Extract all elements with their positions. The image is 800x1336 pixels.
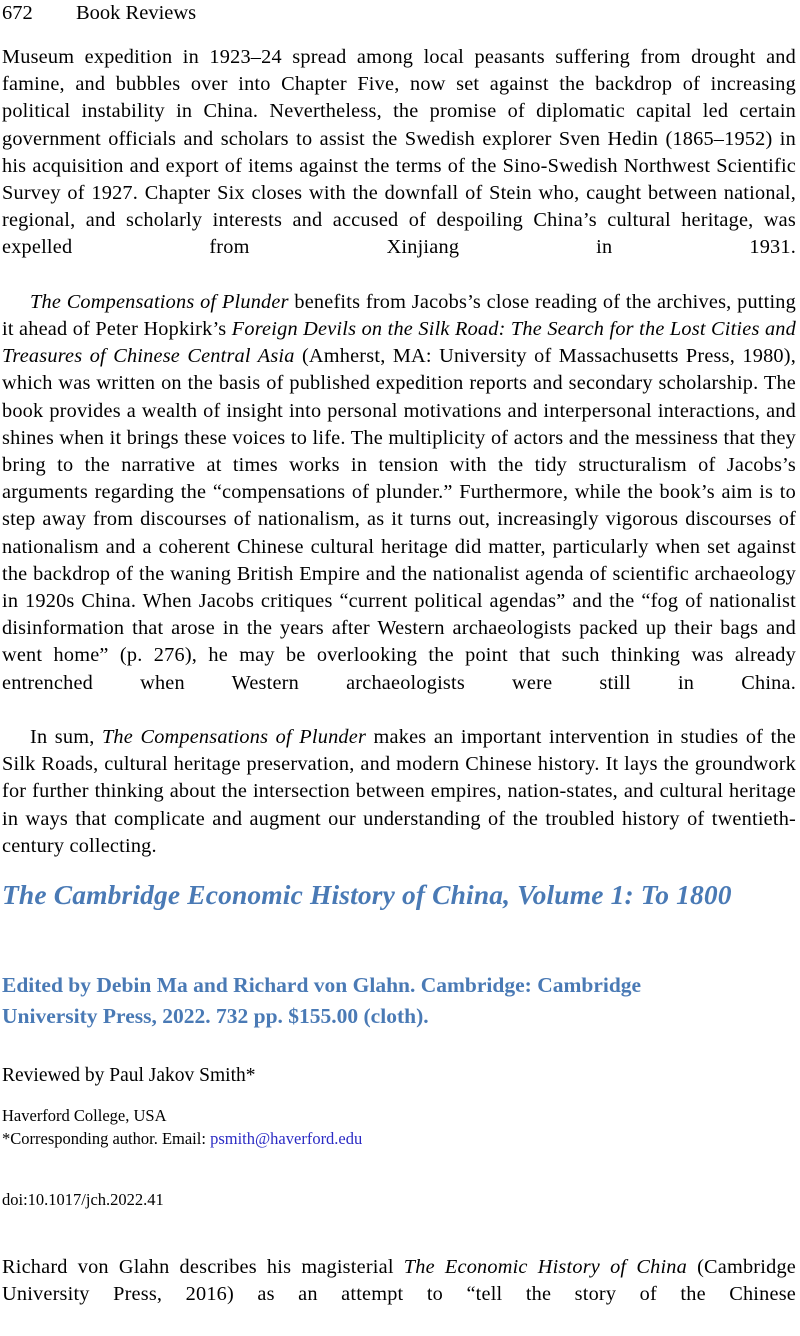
book-title-italic-foreign-devils: Foreign Devils on the Silk Road: The Search for the Lost Cities and Treasures of Chinese Central Asia (2, 318, 796, 368)
body-paragraph-2 (2, 289, 796, 724)
book-title-italic-compensations-2: The Compensations of Plunder (101, 726, 367, 749)
book-title-italic-compensations-1: The Compensations of Plunder (30, 290, 289, 313)
reviewed-book-title: The Cambridge Economic History of China, Volume 1: To 1800 (2, 879, 732, 910)
text-column (2, 44, 796, 860)
paragraph-3-text-a: In sum, (30, 726, 102, 749)
opening-text-a: Richard von Glahn describes his magisterial (2, 1256, 404, 1278)
opening-text-b: (Cambridge University Press, 2016) as an attempt to “tell the story of the Chinese (2, 1256, 796, 1306)
reviewed-book-imprint: Edited by Debin Ma and Richard von Glahn. Cambridge: Cambridge University Press, 2022. 732 pp. $155.00 (cloth). (2, 973, 642, 1028)
body-paragraph-1 (2, 44, 796, 289)
page-folio-number: 672 (2, 2, 33, 24)
corresponding-author-note (2, 1127, 796, 1150)
paragraph-1-text: Museum expedition in 1923–24 spread among local peasants suffering from drought and famine, and bubbles over into Chapter Five, now set against the backdrop of increasing political instability in China. Nevertheless, the promise of diplomatic capital led certain government officials and scholars to assist the Swedish explorer Sven Hedin (1865–1952) in his acquisition and export of items against the terms of the Sino-Swedish Northwest Scientific Survey of 1927. Chapter Six closes with the downfall of Stein who, caught between national, regional, and scholarly interests and accused of despoiling China’s cultural heritage, was expelled from Xinjiang in 1931. (2, 46, 796, 259)
paragraph-2-text-b: (Amherst, MA: University of Massachusetts Press, 1980), which was written on the basis of published expedition reports and secondary scholarship. The book provides a wealth of insight into personal motivations and interpersonal interactions, and shines when it brings these voices to life. The multiplicity of actors and the messiness that they bring to the narrative at times works in tension with the tidy structuralism of Jacobs’s arguments regarding the “compensations of plunder.” Furthermore, while the book’s aim is to step away from discourses of nationalism, as it turns out, increasingly vigorous discourses of nationalism and a coherent Chinese cultural heritage did matter, particularly when set against the backdrop of the waning British Empire and the nationalist agenda of scientific archaeology in 1920s China. When Jacobs critiques “current political agendas” and the “fog of nationalist disinformation that arose in the years after Western archaeologists packed up their bags and went home” (p. 276), he may be overlooking the point that such thinking was already entrenched when Western archaeologists were still in China. (2, 345, 796, 694)
running-head (2, 0, 798, 26)
paragraph-2-text-a: benefits from Jacobs’s close reading of the archives, putting it ahead of Peter Hopkirk’s (2, 290, 796, 341)
reviewer-byline: Reviewed by Paul Jakov Smith* (2, 1065, 256, 1086)
doi-line: doi:10.1017/jch.2022.41 (2, 1190, 164, 1209)
running-head-title: Book Reviews (76, 2, 197, 24)
corresponding-author-label: *Corresponding author. Email: (2, 1129, 211, 1148)
body-paragraph-3 (2, 724, 796, 860)
new-review-opening-column (2, 1254, 796, 1336)
new-review-opening-paragraph (2, 1254, 796, 1336)
corresponding-author-email-link[interactable]: psmith@haverford.edu (210, 1129, 363, 1148)
book-title-italic-economic-history: The Economic History of China (403, 1256, 687, 1278)
paragraph-3-text-b: makes an important intervention in studies of the Silk Roads, cultural heritage preservation, and modern Chinese history. It lays the groundwork for further thinking about the intersection between empires, nation-states, and cultural heritage in ways that complicate and augment our understanding of the troubled history of twentieth-century collecting. (2, 726, 797, 857)
reviewer-affiliation: Haverford College, USA (2, 1106, 167, 1125)
